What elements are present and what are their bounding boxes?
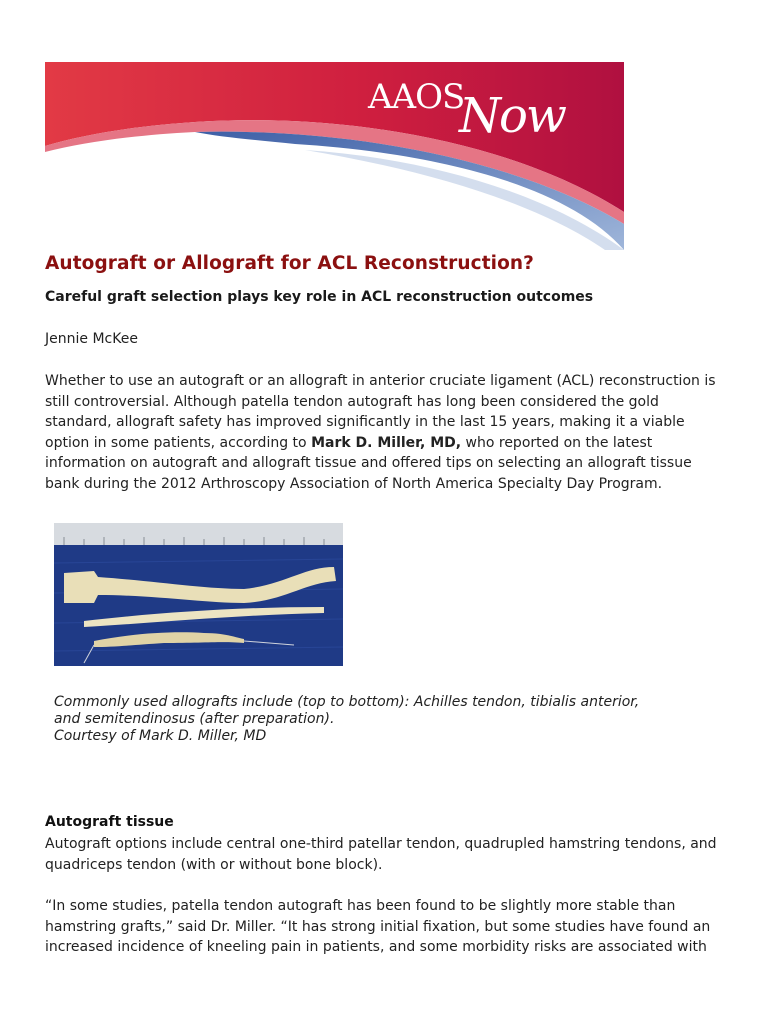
banner-graphic (45, 62, 624, 250)
caption-line-1: Commonly used allografts include (top to bottom): Achilles tendon, tibialis anterior, (54, 694, 640, 710)
autograft-paragraph-2: “In some studies, patella tendon autograft has been found to be slightly more stable than hamstring grafts,” said Dr. Miller. “It has strong initial fixation, but some studies have found an increased incidence of kneeling pain in patients, and some morbidity risks are associated with (45, 898, 711, 956)
allograft-image (54, 523, 343, 666)
caption-line-2: and semitendinosus (after preparation). (54, 711, 335, 727)
intro-text-after: who reported on the latest information on autograft and allograft tissue and offered tips on selecting an allograft tissue bank during the 2012 Arthroscopy Association of North America Specialty Day Program. (45, 434, 692, 492)
section-heading-autograft: Autograft tissue (45, 814, 174, 830)
aaos-now-banner (45, 62, 624, 250)
article-title: Autograft or Allograft for ACL Reconstruction? (45, 253, 534, 274)
allograft-photo (54, 523, 343, 666)
caption-credit: Courtesy of Mark D. Miller, MD (54, 728, 267, 744)
article-subtitle: Careful graft selection plays key role in ACL reconstruction outcomes (45, 289, 594, 305)
logo-now: Now (459, 88, 565, 144)
logo-aaos: AAOS (368, 77, 465, 117)
autograft-paragraph-1: Autograft options include central one-third patellar tendon, quadrupled hamstring tendons, and quadriceps tendon (with or without bone block). (45, 836, 717, 873)
intro-paragraph (45, 371, 725, 495)
intro-text-before: Whether to use an autograft or an allograft in anterior cruciate ligament (ACL) reconstruction is still controversial. Although patella tendon autograft has long been considered the gold standard, allograft safety has improved significantly in the last 15 years, making it a viable option in some patients, according to (45, 373, 716, 451)
intro-author-name: Mark D. Miller, MD, (311, 434, 462, 451)
article-author: Jennie McKee (45, 331, 138, 347)
figure-caption (54, 694, 694, 745)
